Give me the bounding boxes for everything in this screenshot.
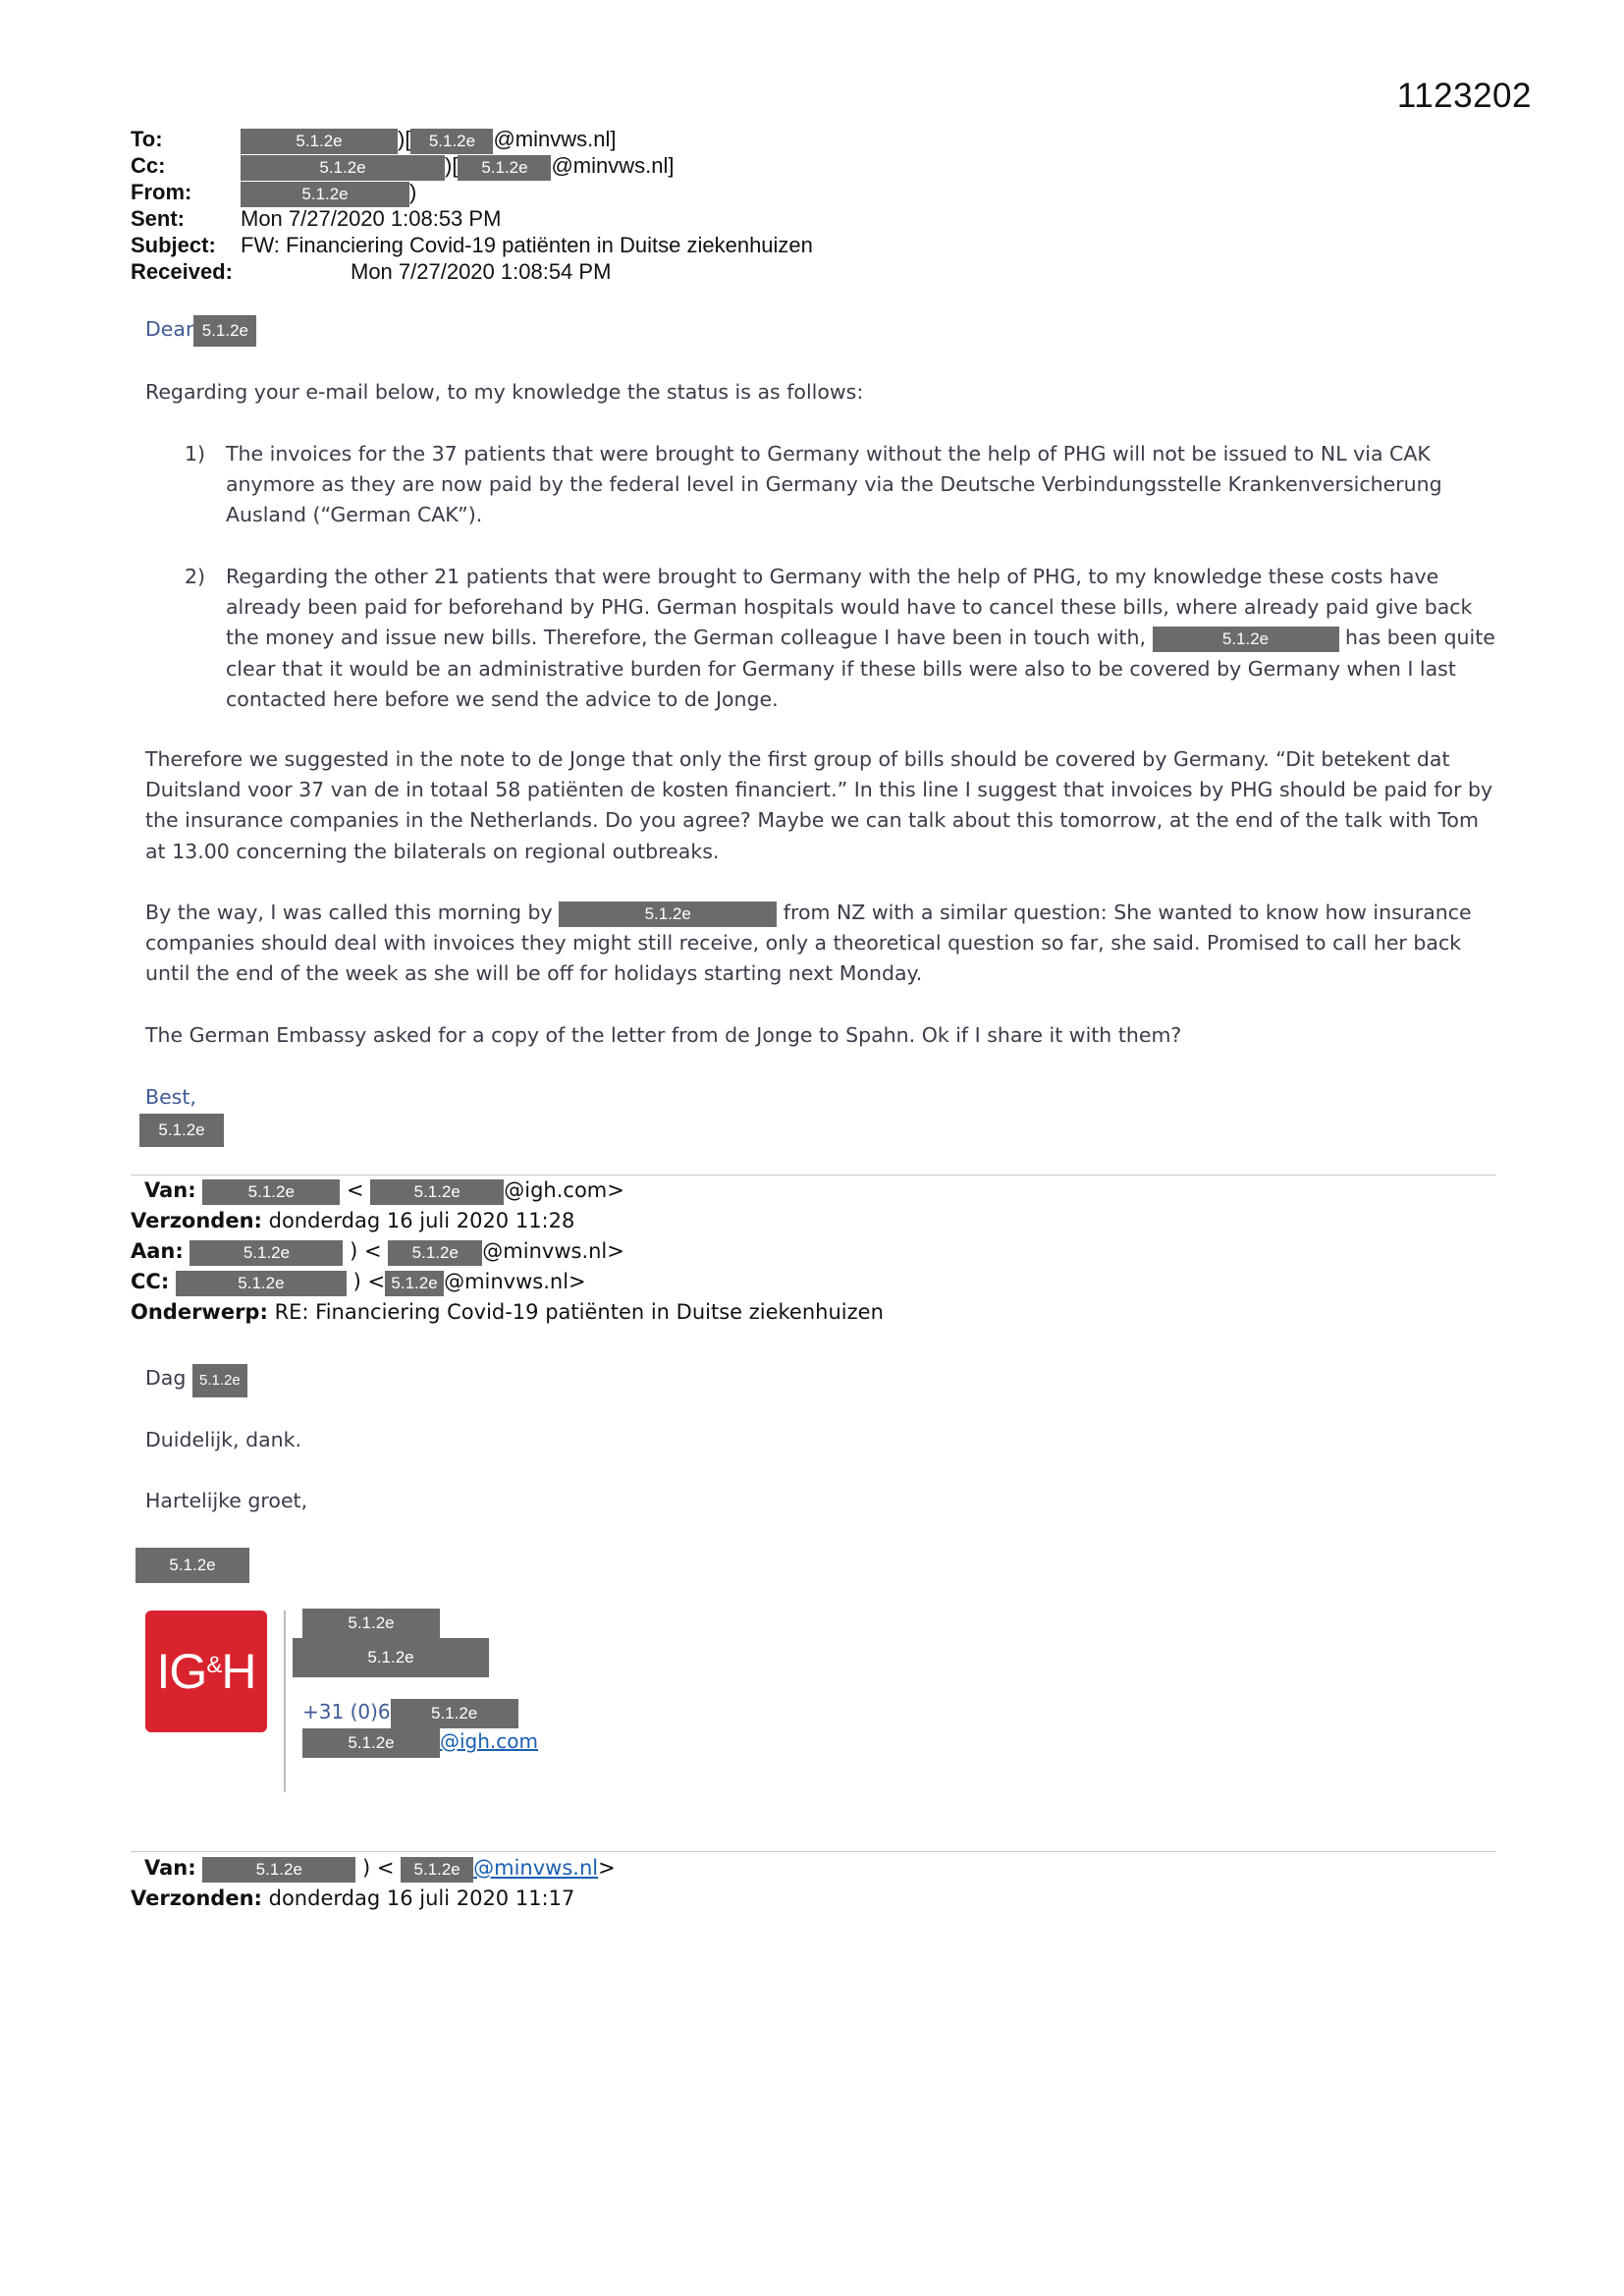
- sent-value: Mon 7/27/2020 1:08:53 PM: [241, 206, 502, 231]
- closing: Best,: [145, 1085, 196, 1109]
- email-link[interactable]: @minvws.nl: [473, 1856, 599, 1880]
- redaction: 5.1.2e: [302, 1609, 440, 1638]
- redaction: 5.1.2e: [388, 1240, 482, 1266]
- redaction: 5.1.2e: [192, 1364, 247, 1397]
- greeting: Dag 5.1.2e: [145, 1363, 1495, 1397]
- to-domain: @minvws.nl]: [493, 127, 617, 151]
- redaction: 5.1.2e: [189, 1240, 343, 1266]
- redaction: 5.1.2e: [241, 182, 409, 207]
- redaction: 5.1.2e: [458, 155, 551, 181]
- document-id: 1123202: [1396, 77, 1532, 115]
- redaction: 5.1.2e: [370, 1179, 504, 1205]
- paragraph: Duidelijk, dank.: [145, 1428, 302, 1451]
- redaction: 5.1.2e: [176, 1271, 347, 1296]
- redaction: 5.1.2e: [391, 1699, 518, 1728]
- forward-header: Van: 5.1.2e ) < 5.1.2e @minvws.nl> Verzonden: donderdag 16 juli 2020 11:17: [131, 1856, 616, 1910]
- redaction: 5.1.2e: [135, 1548, 249, 1583]
- document-page: 1123202 To: 5.1.2e )[ 5.1.2e @minvws.nl] Cc: 5.1.2e )[ 5.1.2e @minvws.nl] From: 5.1.2e ) Sent: Mon 7/27/2020 1:08:53 PM Subject: FW: Financiering Covid-19 patiënten in Duitse ziekenhuizen Received: Mon 7/27/2020 1:08:54 PM Dear 5.1.2e Regarding your e-mail below, to my knowledge the status is as follows: 1) The invoices for the 37 patients that were brought to Germany without the help of PHG will not be issued to NL via CAK anymore as they are now paid by the federal level in Germany via the Deutsche Verbindungsstelle Krankenversicherung Ausland (“German CAK”). 2) Regarding the other 21 patients that were brought to Germany with the help of PHG, to my knowledge these costs have already been paid for beforehand by PHG. German hospitals would have to cancel these bills, where already paid give back the money and issue new bills. Therefore, the German colleague I have been in touch with, 5.1.2e has been quite clear that it would be an administrative burden for Germany if these bills were also to be covered by Germany when I last contacted here before we send the advice to de Jonge. Therefore we suggested in the note to de Jonge that only the first group of bills should be covered by Germany. “Dit betekent dat Duitsland voor 37 van de in totaal 58 patiënten de kosten financiert.” In this line I suggest that invoices by PHG should be paid for by the insurance companies in the Netherlands. Do you agree? Maybe we can talk about this tomorrow, at the end of the talk with Tom at 13.00 concerning the bilaterals on regional outbreaks. By the way, I was called this morning by 5.1.2e from NZ with a similar question: She wanted to know how insurance companies should deal with invoices they might still receive, only a theoretical question so far, she said. Promised to call her back until the end of the week as she will be off for holidays starting next Monday. The German Embassy asked for a copy of the letter from de Jonge to Spahn. Ok if I share it with them? Best, 5.1.2e Van: 5.1.2e < 5.1.2e @igh.com> Verzonden: donderdag 16 juli 2020 11:28 Aan: 5.1.2e ) < 5.1.2e @minvws.nl> CC: 5.1.2e ) < 5.1.2e @minvws.nl> Onderwerp: RE: Financiering Covid-19 patiënten in Duitse ziekenhuizen Dag 5.1.2e Duidelijk, dank. Hartelijke groet, 5.1.2e IG & H 5.1.2e 5.1.2e +31 (0)6 5.1.2e 5.1.2e @igh.com Van: 5.1.2e ) < 5.1.2e @minvws.nl> Verzonden: donderdag 16 juli 2020 11:17: [0, 0, 1624, 2296]
- divider: [131, 1851, 1495, 1852]
- signature-divider: [284, 1611, 286, 1792]
- received-value: Mon 7/27/2020 1:08:54 PM: [351, 259, 612, 284]
- redaction: 5.1.2e: [193, 315, 256, 347]
- cc-domain: @minvws.nl]: [551, 153, 675, 178]
- redaction: 5.1.2e: [293, 1638, 489, 1677]
- redaction: 5.1.2e: [241, 155, 445, 181]
- email-link[interactable]: @igh.com: [440, 1729, 538, 1753]
- list-item: 1) The invoices for the 37 patients that were brought to Germany without the help of PHG will not be issued to NL via CAK anymore as they are now paid by the federal level in Germany via the Deutsche Verbindungsstelle Krankenversicherung Ausland (“German CAK”).: [185, 442, 1442, 527]
- forward-header: Van: 5.1.2e < 5.1.2e @igh.com> Verzonden: donderdag 16 juli 2020 11:28 Aan: 5.1.2e ) < 5.1.2e @minvws.nl> CC: 5.1.2e ) < 5.1.2e @minvws.nl> Onderwerp: RE: Financiering Covid-19 patiënten in Duitse ziekenhuizen: [131, 1178, 884, 1324]
- signature-phone: +31 (0)6 5.1.2e: [302, 1699, 518, 1728]
- redaction: 5.1.2e: [302, 1728, 440, 1758]
- paragraph: By the way, I was called this morning by 5.1.2e from NZ with a similar question: She wanted to know how insurance companies should deal with invoices they might still receive, only a theoretical question so far, she said. Promised to call her back until the end of the week as she will be off for holidays starting next Monday.: [145, 901, 1472, 986]
- redaction: 5.1.2e: [401, 1857, 473, 1883]
- redaction: 5.1.2e: [559, 902, 777, 927]
- redaction: 5.1.2e: [385, 1271, 444, 1296]
- redaction: 5.1.2e: [202, 1179, 340, 1205]
- from-label: From:: [131, 180, 192, 204]
- to-label: To:: [131, 127, 163, 151]
- redaction: 5.1.2e: [139, 1114, 224, 1147]
- redaction: 5.1.2e: [202, 1857, 355, 1883]
- intro-text: Regarding your e-mail below, to my knowledge the status is as follows:: [145, 380, 864, 404]
- greeting: Dear 5.1.2e: [145, 314, 1495, 347]
- cc-label: Cc:: [131, 153, 166, 178]
- paragraph: Hartelijke groet,: [145, 1489, 308, 1512]
- paragraph: The German Embassy asked for a copy of the letter from de Jonge to Spahn. Ok if I share it with them?: [145, 1023, 1182, 1047]
- signature-email: [302, 1728, 538, 1758]
- subject-value: FW: Financiering Covid-19 patiënten in Duitse ziekenhuizen: [241, 233, 813, 257]
- redaction: 5.1.2e: [1153, 627, 1339, 652]
- sent-label: Sent:: [131, 206, 185, 231]
- received-label: Received:: [131, 259, 233, 284]
- subject-label: Subject:: [131, 233, 216, 257]
- paragraph: Therefore we suggested in the note to de Jonge that only the first group of bills should be covered by Germany. “Dit betekent dat Duitsland voor 37 van de in totaal 58 patiënten de kosten financiert.” In this line I suggest that invoices by PHG should be paid for by the insurance companies in the Netherlands. Do you agree? Maybe we can talk about this tomorrow, at the end of the talk with Tom at 13.00 concerning the bilaterals on regional outbreaks.: [145, 747, 1493, 863]
- redaction: 5.1.2e: [410, 129, 493, 154]
- redaction: 5.1.2e: [241, 129, 398, 154]
- igh-logo: IG & H: [145, 1611, 267, 1732]
- list-item: 2) Regarding the other 21 patients that were brought to Germany with the help of PHG, to my knowledge these costs have already been paid for beforehand by PHG. German hospitals would have to cancel these bills, where already paid give back the money and issue new bills. Therefore, the German colleague I have been in touch with, 5.1.2e has been quite clear that it would be an administrative burden for Germany if these bills were also to be covered by Germany when I last contacted here before we send the advice to de Jonge.: [185, 565, 1495, 711]
